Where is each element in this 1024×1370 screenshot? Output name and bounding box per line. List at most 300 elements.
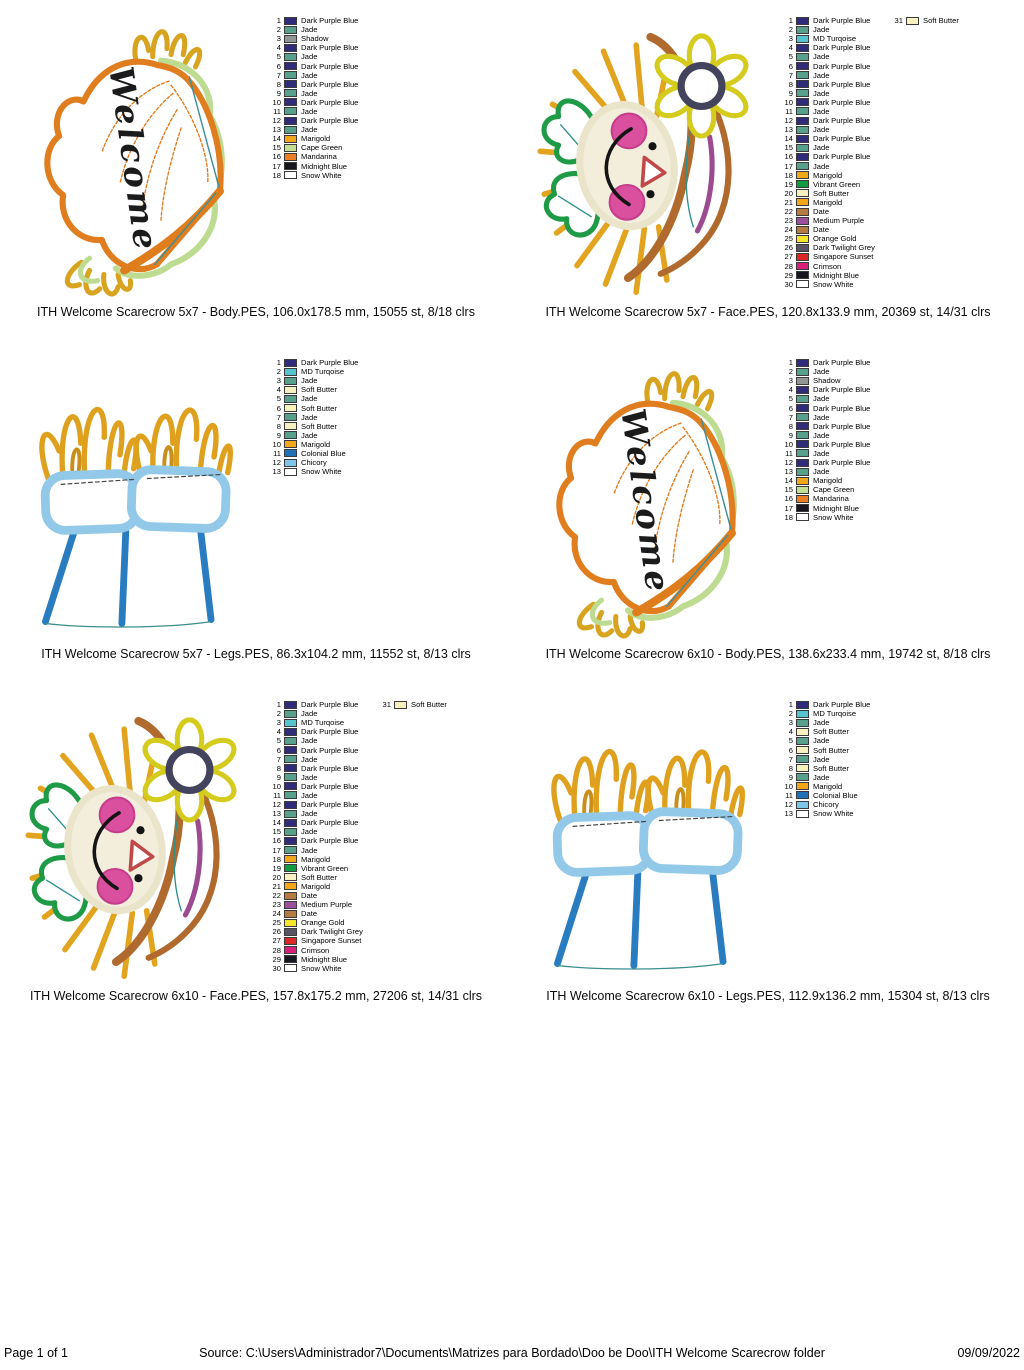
legend-number: 9 bbox=[788, 430, 793, 440]
legend-color-name: Jade bbox=[301, 736, 318, 746]
legend-row bbox=[780, 755, 870, 764]
legend-row bbox=[780, 413, 870, 422]
legend-row bbox=[780, 252, 875, 261]
design-thumbnail bbox=[18, 18, 263, 303]
legend-number: 15 bbox=[272, 827, 281, 837]
legend-color-name: Dark Purple Blue bbox=[813, 152, 871, 162]
color-swatch bbox=[796, 404, 809, 412]
color-swatch bbox=[796, 513, 809, 521]
color-swatch bbox=[796, 17, 809, 25]
legend-color-name: Dark Purple Blue bbox=[813, 358, 871, 368]
legend-number: 5 bbox=[276, 52, 281, 62]
legend-number: 10 bbox=[784, 781, 793, 791]
color-swatch bbox=[284, 117, 297, 125]
legend-number: 6 bbox=[788, 745, 793, 755]
legend-row bbox=[780, 189, 875, 198]
legend-number: 2 bbox=[276, 367, 281, 377]
legend-color-name: Crimson bbox=[301, 945, 330, 955]
color-swatch bbox=[394, 701, 407, 709]
legend-row bbox=[268, 936, 363, 945]
color-swatch bbox=[284, 80, 297, 88]
color-swatch bbox=[796, 44, 809, 52]
legend-row bbox=[780, 736, 870, 745]
legend-row bbox=[780, 107, 875, 116]
legend-row bbox=[268, 367, 358, 376]
legend-row bbox=[268, 718, 363, 727]
legend-row bbox=[780, 162, 875, 171]
legend-row bbox=[268, 125, 358, 134]
legend-color-name: Dark Purple Blue bbox=[813, 116, 871, 126]
legend-number: 17 bbox=[784, 503, 793, 513]
color-swatch bbox=[284, 440, 297, 448]
legend-row bbox=[780, 367, 870, 376]
design-card bbox=[0, 8, 512, 350]
color-swatch bbox=[284, 819, 297, 827]
legend-color-name: Marigold bbox=[301, 881, 331, 891]
color-swatch bbox=[796, 395, 809, 403]
color-swatch bbox=[284, 359, 297, 367]
legend-row bbox=[268, 403, 358, 412]
face-thumbnail-image bbox=[18, 702, 263, 987]
legend-row bbox=[780, 61, 875, 70]
legend-color-name: Marigold bbox=[301, 439, 331, 449]
color-swatch bbox=[796, 198, 809, 206]
legend-row bbox=[268, 25, 358, 34]
design-card bbox=[512, 350, 1024, 692]
legend-row bbox=[780, 809, 870, 818]
legend-number: 5 bbox=[788, 52, 793, 62]
legend-row bbox=[268, 900, 363, 909]
legend-number: 13 bbox=[784, 809, 793, 819]
legend-row bbox=[780, 700, 870, 709]
legend-number: 12 bbox=[784, 458, 793, 468]
color-swatch bbox=[796, 377, 809, 385]
color-swatch bbox=[284, 728, 297, 736]
color-swatch bbox=[284, 144, 297, 152]
legend-row bbox=[780, 467, 870, 476]
color-swatch bbox=[284, 413, 297, 421]
legend-color-name: Dark Purple Blue bbox=[301, 781, 359, 791]
color-swatch bbox=[284, 882, 297, 890]
legend-row bbox=[268, 440, 358, 449]
legend-number: 1 bbox=[788, 16, 793, 26]
color-swatch bbox=[284, 855, 297, 863]
legend-number: 12 bbox=[784, 116, 793, 126]
legend-color-name: Jade bbox=[301, 70, 318, 80]
legend-row bbox=[780, 449, 870, 458]
legend-number: 22 bbox=[272, 891, 281, 901]
legend-number: 11 bbox=[273, 790, 281, 800]
color-swatch bbox=[284, 449, 297, 457]
legend-number: 30 bbox=[784, 279, 793, 289]
legend-number: 21 bbox=[784, 197, 793, 207]
design-caption: ITH Welcome Scarecrow 6x10 - Face.PES, 157.8x175.2 mm, 27206 st, 14/31 clrs bbox=[29, 989, 483, 1003]
legend-row bbox=[268, 736, 363, 745]
legend-row bbox=[780, 80, 875, 89]
legend-color-name: Jade bbox=[813, 52, 830, 62]
legend-row bbox=[268, 431, 358, 440]
legend-color-name: Chicory bbox=[301, 458, 327, 468]
legend-row bbox=[268, 394, 358, 403]
legend-row bbox=[268, 143, 358, 152]
legend-number: 6 bbox=[276, 403, 281, 413]
color-swatch bbox=[796, 253, 809, 261]
color-swatch bbox=[284, 368, 297, 376]
legend-number: 6 bbox=[276, 61, 281, 71]
legend-color-name: Dark Purple Blue bbox=[813, 700, 871, 710]
legend-row bbox=[890, 16, 959, 25]
legend-row bbox=[268, 71, 358, 80]
legend-number: 7 bbox=[276, 754, 281, 764]
color-swatch bbox=[284, 837, 297, 845]
color-swatch bbox=[284, 901, 297, 909]
color-swatch bbox=[796, 71, 809, 79]
color-swatch bbox=[796, 431, 809, 439]
legend-color-name: Dark Purple Blue bbox=[301, 700, 359, 710]
legend-color-name: Jade bbox=[301, 827, 318, 837]
color-swatch bbox=[796, 126, 809, 134]
legend-number: 28 bbox=[784, 261, 793, 271]
color-swatch bbox=[796, 171, 809, 179]
color-swatch bbox=[284, 89, 297, 97]
legend-color-name: Dark Purple Blue bbox=[301, 818, 359, 828]
legend-row bbox=[268, 755, 363, 764]
color-swatch bbox=[796, 764, 809, 772]
color-swatch bbox=[284, 810, 297, 818]
legend-color-name: MD Turqoise bbox=[813, 709, 857, 719]
color-swatch bbox=[284, 135, 297, 143]
legend-row bbox=[780, 52, 875, 61]
legend-color-name: Shadow bbox=[813, 376, 841, 386]
color-swatch bbox=[796, 89, 809, 97]
legend-row bbox=[780, 71, 875, 80]
legend-color-name: Soft Butter bbox=[813, 188, 849, 198]
color-swatch bbox=[796, 62, 809, 70]
legend-number: 31 bbox=[894, 16, 903, 26]
legend-number: 5 bbox=[788, 736, 793, 746]
legend-color-name: Jade bbox=[813, 125, 830, 135]
legend-row bbox=[268, 98, 358, 107]
legend-number: 11 bbox=[785, 106, 793, 116]
legend-color-name: Jade bbox=[301, 709, 318, 719]
legend-color-name: Jade bbox=[301, 430, 318, 440]
legend-color-name: Dark Purple Blue bbox=[301, 800, 359, 810]
legend-color-name: Singapore Sunset bbox=[301, 936, 362, 946]
legend-number: 1 bbox=[276, 16, 281, 26]
legend-color-name: Jade bbox=[813, 448, 830, 458]
color-swatch bbox=[284, 946, 297, 954]
legend-row bbox=[268, 864, 363, 873]
legend-number: 14 bbox=[784, 476, 793, 486]
legend-number: 14 bbox=[784, 134, 793, 144]
legend-row bbox=[780, 745, 870, 754]
legend-number: 17 bbox=[272, 161, 281, 171]
legend-row bbox=[268, 43, 358, 52]
color-swatch bbox=[796, 235, 809, 243]
face-thumbnail-image bbox=[530, 18, 775, 303]
legend-color-name: Soft Butter bbox=[301, 421, 337, 431]
legend-row bbox=[268, 376, 358, 385]
color-swatch bbox=[284, 864, 297, 872]
legend-color-name: Dark Purple Blue bbox=[813, 79, 871, 89]
color-swatch bbox=[796, 244, 809, 252]
legend-number: 2 bbox=[276, 709, 281, 719]
legend-row bbox=[780, 385, 870, 394]
legend-color-name: Mandarina bbox=[301, 152, 337, 162]
legend-color-name: Jade bbox=[813, 143, 830, 153]
color-swatch bbox=[796, 440, 809, 448]
legend-number: 9 bbox=[788, 772, 793, 782]
color-swatch bbox=[796, 98, 809, 106]
color-swatch bbox=[796, 80, 809, 88]
color-swatch bbox=[284, 710, 297, 718]
legend-number: 4 bbox=[276, 727, 281, 737]
legend-number: 20 bbox=[272, 872, 281, 882]
legend-color-name: Dark Purple Blue bbox=[813, 43, 871, 53]
legend-number: 15 bbox=[784, 143, 793, 153]
legend-row bbox=[780, 180, 875, 189]
color-swatch bbox=[284, 162, 297, 170]
legend-color-name: Jade bbox=[813, 754, 830, 764]
legend-row bbox=[268, 955, 363, 964]
color-swatch bbox=[796, 226, 809, 234]
legend-row bbox=[780, 394, 870, 403]
color-legend bbox=[268, 700, 363, 973]
legend-number: 3 bbox=[276, 718, 281, 728]
legend-row bbox=[268, 34, 358, 43]
design-caption: ITH Welcome Scarecrow 5x7 - Body.PES, 106.0x178.5 mm, 15055 st, 8/18 clrs bbox=[37, 305, 475, 319]
legend-number: 7 bbox=[788, 70, 793, 80]
legend-number: 22 bbox=[784, 207, 793, 217]
legend-number: 2 bbox=[788, 367, 793, 377]
legend-row bbox=[780, 718, 870, 727]
legend-number: 23 bbox=[784, 216, 793, 226]
color-swatch bbox=[284, 937, 297, 945]
legend-number: 23 bbox=[272, 900, 281, 910]
color-swatch bbox=[796, 107, 809, 115]
legend-color-name: Dark Purple Blue bbox=[813, 61, 871, 71]
legend-number: 15 bbox=[784, 485, 793, 495]
color-swatch bbox=[796, 413, 809, 421]
legend-row bbox=[780, 485, 870, 494]
color-swatch bbox=[796, 153, 809, 161]
legend-color-name: Marigold bbox=[813, 197, 843, 207]
color-swatch bbox=[284, 17, 297, 25]
legend-number: 16 bbox=[272, 836, 281, 846]
legend-number: 18 bbox=[784, 170, 793, 180]
legend-number: 1 bbox=[788, 358, 793, 368]
legend-number: 10 bbox=[784, 97, 793, 107]
legend-row bbox=[268, 449, 358, 458]
legend-color-name: Jade bbox=[813, 412, 830, 422]
legend-row bbox=[780, 773, 870, 782]
legend-number: 13 bbox=[272, 809, 281, 819]
legend-row bbox=[268, 422, 358, 431]
legend-color-name: Jade bbox=[301, 754, 318, 764]
legend-row bbox=[780, 271, 875, 280]
footer-date: 09/09/2022 bbox=[957, 1346, 1020, 1360]
legend-color-name: Dark Purple Blue bbox=[301, 745, 359, 755]
color-swatch bbox=[284, 701, 297, 709]
legend-number: 17 bbox=[272, 845, 281, 855]
legend-number: 9 bbox=[788, 88, 793, 98]
color-swatch bbox=[796, 782, 809, 790]
legend-number: 14 bbox=[272, 134, 281, 144]
legend-number: 4 bbox=[788, 43, 793, 53]
legend-color-name: Mandarina bbox=[813, 494, 849, 504]
legend-number: 26 bbox=[272, 927, 281, 937]
legs-thumbnail-image bbox=[18, 360, 263, 645]
legend-color-name: Medium Purple bbox=[301, 900, 353, 910]
legend-number: 18 bbox=[272, 854, 281, 864]
color-swatch bbox=[796, 422, 809, 430]
color-legend bbox=[268, 358, 358, 476]
color-swatch bbox=[284, 35, 297, 43]
legs-thumbnail-image bbox=[530, 702, 775, 987]
legend-number: 7 bbox=[276, 412, 281, 422]
legend-number: 29 bbox=[272, 954, 281, 964]
legend-color-name: Jade bbox=[813, 467, 830, 477]
legend-row bbox=[268, 836, 363, 845]
color-swatch bbox=[796, 217, 809, 225]
legend-number: 14 bbox=[272, 818, 281, 828]
legend-row bbox=[780, 125, 875, 134]
color-legend bbox=[780, 16, 875, 289]
color-swatch bbox=[284, 62, 297, 70]
legend-row bbox=[780, 403, 870, 412]
legend-number: 10 bbox=[784, 439, 793, 449]
legend-color-name: Dark Purple Blue bbox=[813, 385, 871, 395]
legend-color-name: Jade bbox=[301, 809, 318, 819]
legend-number: 3 bbox=[276, 376, 281, 386]
legend-row bbox=[268, 358, 358, 367]
legend-row bbox=[780, 800, 870, 809]
color-swatch bbox=[284, 395, 297, 403]
legend-number: 13 bbox=[272, 467, 281, 477]
legend-color-name: Dark Purple Blue bbox=[813, 97, 871, 107]
legend-row bbox=[268, 89, 358, 98]
legend-row bbox=[780, 243, 875, 252]
legend-color-name: Dark Purple Blue bbox=[813, 458, 871, 468]
color-swatch bbox=[796, 486, 809, 494]
legend-color-name: Jade bbox=[301, 25, 318, 35]
legend-number: 16 bbox=[272, 152, 281, 162]
legend-row bbox=[780, 422, 870, 431]
legend-row bbox=[268, 882, 363, 891]
legend-number: 13 bbox=[272, 125, 281, 135]
color-swatch bbox=[796, 468, 809, 476]
legend-color-name: Date bbox=[301, 909, 318, 919]
legend-row bbox=[780, 764, 870, 773]
color-swatch bbox=[284, 431, 297, 439]
legend-row bbox=[268, 16, 358, 25]
legend-number: 7 bbox=[276, 70, 281, 80]
legend-color-name: Jade bbox=[813, 430, 830, 440]
legend-number: 15 bbox=[272, 143, 281, 153]
color-swatch bbox=[796, 35, 809, 43]
color-swatch bbox=[906, 17, 919, 25]
design-thumbnail bbox=[530, 360, 775, 645]
legend-number: 3 bbox=[276, 34, 281, 44]
color-swatch bbox=[284, 126, 297, 134]
legend-row bbox=[780, 116, 875, 125]
legend-row bbox=[780, 791, 870, 800]
legend-row bbox=[780, 225, 875, 234]
legend-row bbox=[780, 134, 875, 143]
color-swatch bbox=[284, 928, 297, 936]
footer-source-path: Source: C:\Users\Administrador7\Documents\Matrizes para Bordado\Doo be Doo\ITH Welcome Scarecrow folder bbox=[199, 1346, 825, 1360]
color-swatch bbox=[796, 737, 809, 745]
design-thumbnail bbox=[18, 702, 263, 987]
color-swatch bbox=[284, 468, 297, 476]
legend-color-name: Vibrant Green bbox=[301, 863, 349, 873]
color-swatch bbox=[284, 746, 297, 754]
color-swatch bbox=[796, 810, 809, 818]
color-swatch bbox=[284, 764, 297, 772]
legend-row bbox=[780, 727, 870, 736]
color-swatch bbox=[796, 189, 809, 197]
legend-row bbox=[780, 43, 875, 52]
legend-row bbox=[780, 458, 870, 467]
legend-color-name: MD Turqoise bbox=[301, 367, 345, 377]
legend-color-name: Soft Butter bbox=[813, 763, 849, 773]
legend-color-name: MD Turqoise bbox=[813, 34, 857, 44]
color-swatch bbox=[796, 755, 809, 763]
legend-color-name: Soft Butter bbox=[301, 403, 337, 413]
legend-row bbox=[268, 52, 358, 61]
legend-number: 24 bbox=[784, 225, 793, 235]
legend-color-name: Crimson bbox=[813, 261, 842, 271]
legend-row bbox=[268, 385, 358, 394]
color-swatch bbox=[796, 162, 809, 170]
legend-row bbox=[268, 891, 363, 900]
color-swatch bbox=[284, 955, 297, 963]
legend-color-name: Jade bbox=[813, 25, 830, 35]
legend-color-name: Dark Purple Blue bbox=[813, 16, 871, 26]
legend-row bbox=[780, 34, 875, 43]
color-swatch bbox=[796, 368, 809, 376]
legend-number: 19 bbox=[784, 179, 793, 189]
legend-color-name: Jade bbox=[301, 845, 318, 855]
legend-number: 12 bbox=[272, 116, 281, 126]
legend-color-name: Snow White bbox=[813, 809, 854, 819]
legend-color-name: Dark Purple Blue bbox=[813, 421, 871, 431]
legend-row bbox=[780, 89, 875, 98]
legend-number: 28 bbox=[272, 945, 281, 955]
legend-color-name: Jade bbox=[813, 367, 830, 377]
legend-row bbox=[268, 809, 363, 818]
legend-color-name: Singapore Sunset bbox=[813, 252, 874, 262]
legend-color-name: Jade bbox=[301, 790, 318, 800]
color-swatch bbox=[284, 919, 297, 927]
legend-row bbox=[268, 107, 358, 116]
legend-color-name: Marigold bbox=[813, 781, 843, 791]
color-swatch bbox=[284, 53, 297, 61]
legend-number: 26 bbox=[784, 243, 793, 253]
legend-number: 25 bbox=[784, 234, 793, 244]
legend-number: 13 bbox=[784, 467, 793, 477]
legend-number: 12 bbox=[784, 800, 793, 810]
legend-number: 19 bbox=[272, 863, 281, 873]
legend-color-name: Orange Gold bbox=[813, 234, 857, 244]
legend-number: 1 bbox=[276, 700, 281, 710]
color-swatch bbox=[796, 53, 809, 61]
color-swatch bbox=[284, 377, 297, 385]
legend-number: 3 bbox=[788, 34, 793, 44]
legend-row bbox=[268, 764, 363, 773]
design-thumbnail bbox=[530, 702, 775, 987]
legend-color-name: Dark Purple Blue bbox=[301, 97, 359, 107]
